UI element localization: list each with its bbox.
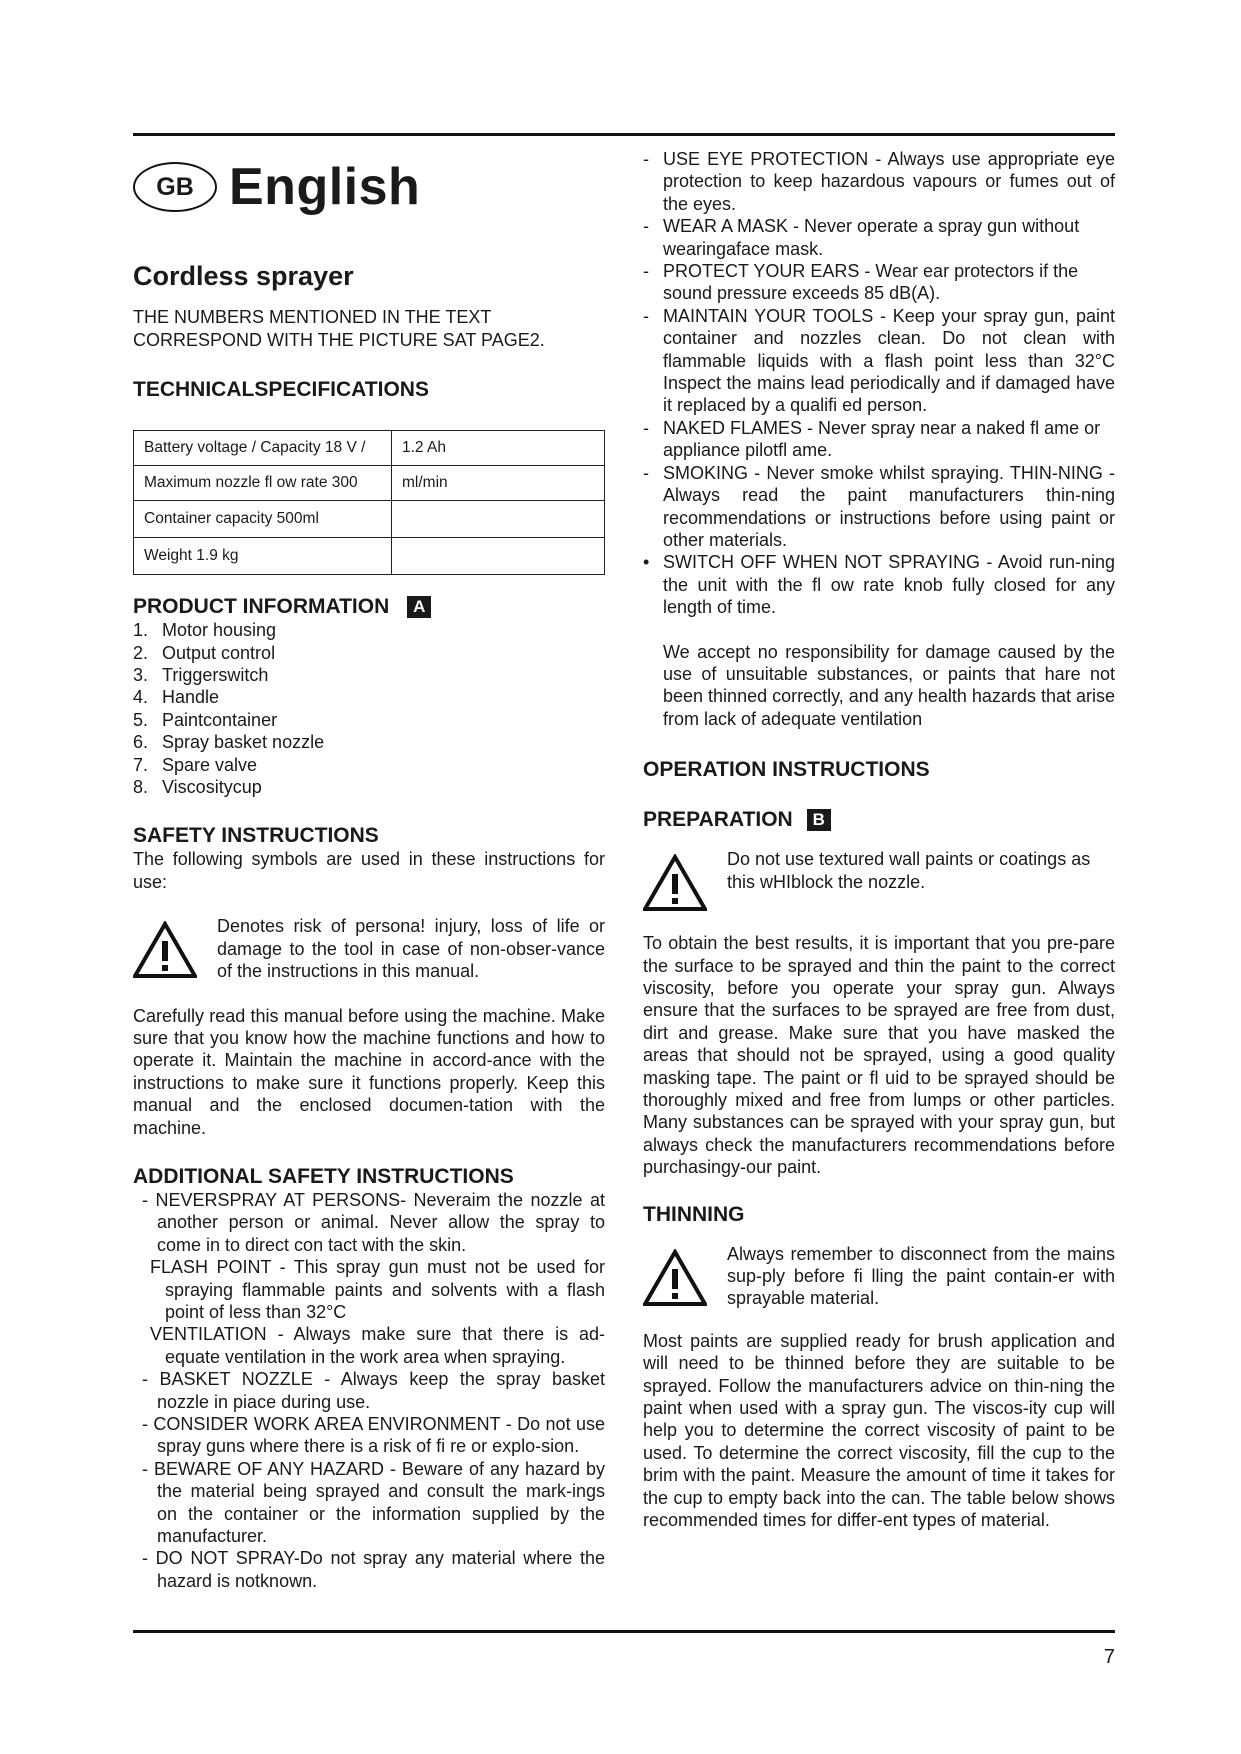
page-number: 7: [1103, 1646, 1115, 1668]
list-item: FLASH POINT - This spray gun must not be used for spraying flammable paints and solvents with a flash point of less than 32°C: [150, 1257, 605, 1322]
thinning-heading: THINNING: [643, 1202, 745, 1226]
top-rule: [133, 133, 1115, 136]
warning-triangle-icon: [643, 1249, 707, 1307]
list-item: 8. Viscositycup: [133, 777, 262, 798]
list-item: - BEWARE OF ANY HAZARD - Beware of any hazard by the material being sprayed and consult the mark-ings on the container or the information supplied by the manufacturer.: [142, 1458, 605, 1547]
safety-intro: The following symbols are used in these instructions for use:: [133, 849, 605, 892]
bottom-rule: [133, 1630, 1115, 1633]
list-item: - BASKET NOZZLE - Always keep the spray basket nozzle in piace during use.: [142, 1369, 605, 1412]
list-item: - CONSIDER WORK AREA ENVIRONMENT - Do not use spray guns where there is a risk of fi re or explo-sion.: [142, 1414, 605, 1457]
table-row: [134, 501, 605, 538]
table-cell: Container capacity 500ml: [134, 501, 392, 538]
safety-body: Carefully read this manual before using the machine. Make sure that you know how the machine functions and how to operate it. Maintain the machine in accord-ance with the instructions to make sure it functions properly. Keep this manual and the enclosed documen-tation with the machine.: [133, 1005, 605, 1138]
list-item: 5. Paintcontainer: [133, 709, 278, 730]
safety-warning: [133, 915, 605, 982]
table-cell: Weight 1.9 kg: [134, 538, 392, 575]
operation-heading: OPERATION INSTRUCTIONS: [643, 758, 930, 782]
tech-specs-table: [133, 430, 605, 575]
list-item: 2. Output control: [133, 642, 276, 663]
language-title: English: [229, 157, 421, 216]
figure-badge-b: B: [807, 809, 831, 831]
warning-text: Always remember to disconnect from the mains sup-ply before fi lling the paint contain-er with sprayable material.: [727, 1243, 1115, 1309]
thinning-body: Most paints are supplied ready for brush application and will need to be thinned before they are suitable to be sprayed. Follow the manufacturers advice on thin-ning the paint when used with a spray gun. The viscos-ity cup will help you to determine the correct viscosity of paint to be used. To determine the correct viscosity, fill the cup to the brim with the paint. Measure the amount of time it takes for the cup to empty back into the can. The table below shows recommended times for differ-ent types of material.: [643, 1330, 1115, 1531]
responsibility-text: We accept no responsibility for damage caused by the use of unsuitable substances, or paints that hare not been thinned correctly, and any health hazards that arise from lack of adequate ventilation: [663, 641, 1115, 729]
product-info-heading: PRODUCT INFORMATION: [133, 595, 390, 619]
warning-triangle-icon: [133, 921, 197, 979]
preparation-warning: [643, 848, 1115, 912]
safety-list-continued: [643, 148, 1115, 619]
additional-safety-heading: ADDITIONAL SAFETY INSTRUCTIONS: [133, 1164, 514, 1188]
list-item: - MAINTAIN YOUR TOOLS - Keep your spray gun, paint container and nozzles clean. Do not clean with flammable liquids with a flash point less than 32°C Inspect the mains lead periodically and if damaged have it replaced by a qualifi ed person.: [643, 305, 1115, 416]
list-item: 1. Motor housing: [133, 620, 277, 641]
safety-heading: SAFETY INSTRUCTIONS: [133, 824, 379, 848]
list-item: 6. Spray basket nozzle: [133, 732, 325, 753]
list-item: 4. Handle: [133, 687, 220, 708]
table-cell: ml/min: [392, 466, 605, 501]
list-item: - DO NOT SPRAY-Do not spray any material where the hazard is notknown.: [142, 1548, 605, 1591]
table-cell: 1.2 Ah: [392, 431, 605, 466]
list-item: - PROTECT YOUR EARS - Wear ear protectors if the sound pressure exceeds 85 dB(A).: [643, 261, 1079, 304]
table-cell: [392, 538, 605, 575]
product-parts-list: [133, 619, 605, 798]
intro-text: THE NUMBERS MENTIONED IN THE TEXT CORRESPOND WITH THE PICTURE SAT PAGE2.: [133, 307, 545, 350]
figure-badge-a: A: [407, 596, 431, 618]
list-item: - SMOKING - Never smoke whilst spraying. THIN-NING - Always read the paint manufacturers thin-ning recommendations or instructions before using paint or other materials.: [643, 462, 1115, 550]
warning-triangle-icon: [643, 854, 707, 912]
list-item: - WEAR A MASK - Never operate a spray gun without wearingaface mask.: [643, 216, 1080, 259]
list-item: - NEVERSPRAY AT PERSONS- Neveraim the nozzle at another person or animal. Never allow the spray to come in to direct con tact with the skin.: [142, 1189, 605, 1255]
list-item: • SWITCH OFF WHEN NOT SPRAYING - Avoid run-ning the unit with the fl ow rate knob fully closed for any length of time.: [643, 552, 1115, 618]
preparation-header: [643, 808, 1115, 832]
tech-specs-heading: TECHNICALSPECIFICATIONS: [133, 378, 429, 402]
additional-safety-list: [133, 1189, 605, 1592]
preparation-body: To obtain the best results, it is important that you pre-pare the surface to be sprayed and thin the paint to the correct viscosity, before you operate your spray gun. Always ensure that the surfaces to be sprayed are free from dust, dirt and grease. Make sure that you have masked the areas that should not be sprayed, using a good quality masking tape. The paint or fl uid to be sprayed should be thoroughly mixed and free from lumps or other particles. Many substances can be sprayed with your spray gun, but always check the manufacturers recommendations before purchasingy-our paint.: [643, 933, 1115, 1178]
left-column: [133, 148, 605, 1592]
table-cell: Maximum nozzle fl ow rate 300: [134, 466, 392, 501]
table-row: [134, 431, 605, 466]
preparation-heading: PREPARATION: [643, 808, 793, 832]
product-info-header: [133, 595, 605, 619]
document-title: Cordless sprayer: [133, 261, 354, 291]
thinning-warning: [643, 1243, 1115, 1310]
table-row: [134, 538, 605, 575]
list-item: 3. Triggerswitch: [133, 665, 269, 686]
table-cell: [392, 501, 605, 538]
table-cell: Battery voltage / Capacity 18 V /: [134, 431, 392, 466]
warning-text: Do not use textured wall paints or coatings as this wHIblock the nozzle.: [727, 849, 1091, 892]
language-header: [133, 148, 605, 226]
warning-text: Denotes risk of persona! injury, loss of life or damage to the tool in case of non-obser-vance of the instructions in this manual.: [217, 916, 605, 982]
table-row: [134, 466, 605, 501]
list-item: 7. Spare valve: [133, 754, 258, 775]
list-item: VENTILATION - Always make sure that there is ad-equate ventilation in the work area when spraying.: [150, 1324, 605, 1367]
list-item: - NAKED FLAMES - Never spray near a naked fl ame or appliance pilotfl ame.: [643, 417, 1101, 461]
right-column: [643, 148, 1115, 1532]
gb-badge: GB: [133, 162, 217, 212]
list-item: - USE EYE PROTECTION - Always use appropriate eye protection to keep hazardous vapours or fumes out of the eyes.: [643, 149, 1115, 214]
